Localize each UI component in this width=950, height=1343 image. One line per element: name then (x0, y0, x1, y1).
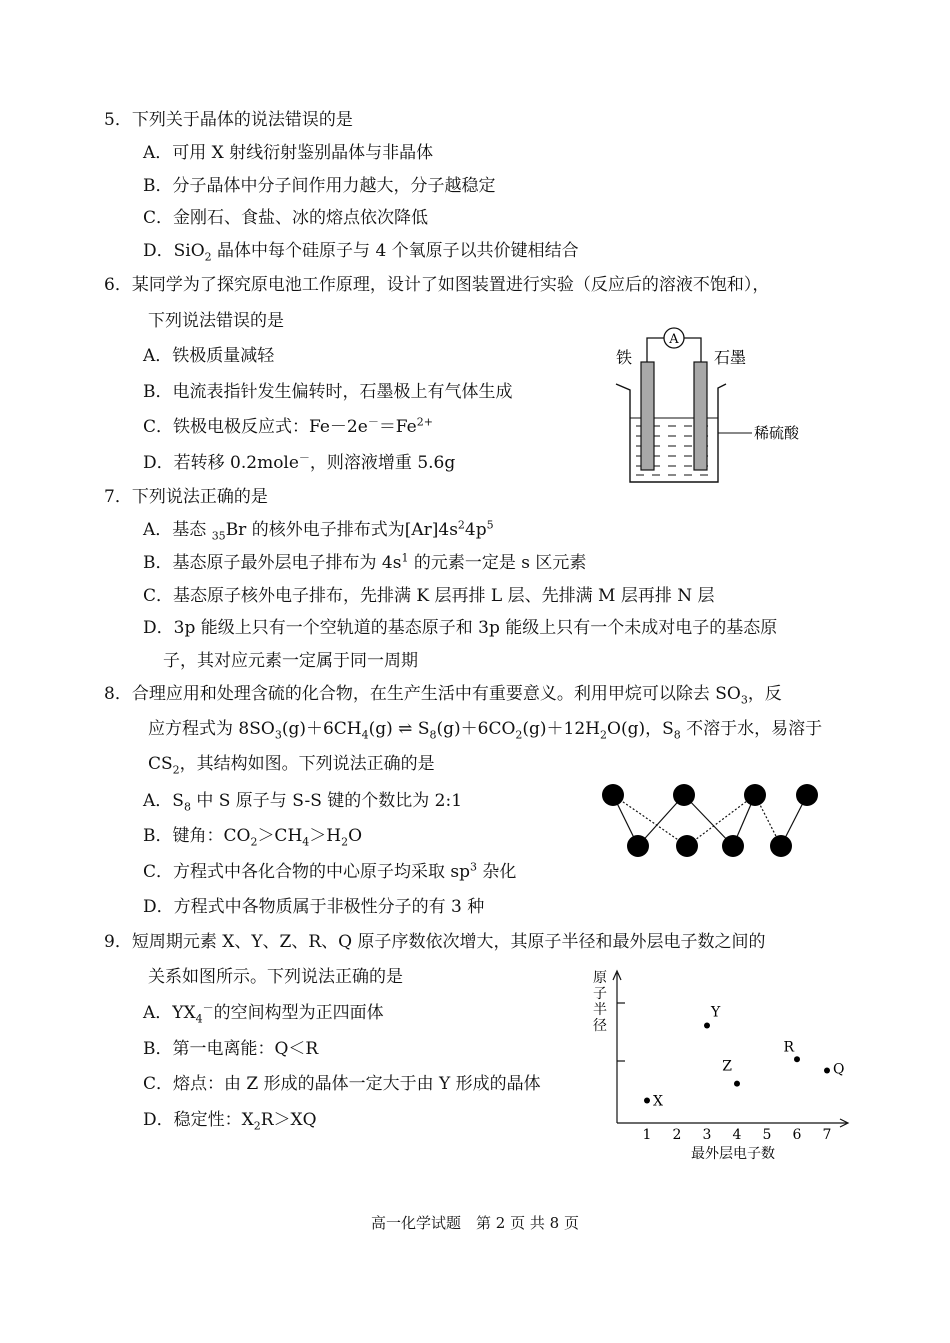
q8-option-d: D．方程式中各物质属于非极性分子的有 3 种 (143, 897, 485, 917)
sulfur-atom (602, 784, 624, 806)
q8-option-a: A．$S_8$ 中 S 原子与 S-S 键的个数比为 2:1 (143, 791, 463, 814)
q7-option-d-line2: 子，其对应元素一定属于同一周期 (163, 651, 418, 671)
data-point-label: Y (711, 1004, 721, 1021)
data-point-x (644, 1098, 650, 1104)
s8-structure-figure (598, 780, 828, 865)
wire (684, 338, 701, 365)
graphite-label: 石墨 (714, 348, 747, 367)
q5-option-c: C．金刚石、食盐、冰的熔点依次降低 (143, 208, 429, 228)
q5-option-a: A．可用 X 射线衍射鉴别晶体与非晶体 (143, 143, 434, 163)
x-tick-label: 1 (642, 1127, 652, 1143)
q5-option-d: D．SiO$_2$ 晶体中每个硅原子与 4 个氧原子以共价键相结合 (143, 241, 579, 264)
x-tick-label: 2 (672, 1127, 682, 1143)
q6-option-c: C．铁极电极反应式：$Fe-2e^-=Fe^{2+}$ (143, 415, 433, 437)
q7-option-c: C．基态原子核外电子排布，先排满 K 层再排 L 层、先排满 M 层再排 N 层 (143, 586, 715, 606)
x-tick-label: 6 (792, 1127, 802, 1143)
x-tick-label: 3 (702, 1127, 712, 1143)
solution-label: 稀硫酸 (754, 424, 800, 442)
galvanic-cell-figure (600, 320, 830, 490)
q9-stem-line2: 关系如图所示。下列说法正确的是 (148, 967, 403, 987)
sulfur-atom (676, 835, 698, 857)
data-point-label: X (653, 1093, 663, 1110)
q9-option-d: D．稳定性：$X_2R>XQ$ (143, 1110, 317, 1133)
equilibrium-arrow: ⇌ (398, 719, 413, 739)
q6-option-d: D．若转移 0.2mole－，则溶液增重 5.6g (143, 451, 456, 473)
beaker (616, 384, 726, 482)
ammeter-label: A (669, 332, 679, 347)
sulfur-atom (722, 835, 744, 857)
q9-stem-line1: 9．短周期元素 X、Y、Z、R、Q 原子序数依次增大，其原子半径和最外层电子数之间的 (104, 932, 766, 952)
data-point-z (734, 1081, 740, 1087)
data-point-label: R (783, 1039, 794, 1056)
q8-option-b: B．键角：$CO_2>CH_4>H_2O$ (143, 826, 363, 849)
q7-option-a: A．基态 $_{35}$Br 的核外电子排布式为$[Ar]4s^24p^5$ (143, 518, 494, 543)
q5-option-b: B．分子晶体中分子间作用力越大，分子越稳定 (143, 176, 496, 196)
q8-stem-line3: $CS_2$，其结构如图。下列说法正确的是 (148, 754, 435, 777)
y-axis-label: 原子半径 (593, 970, 607, 1034)
q6-option-a: A．铁极质量减轻 (143, 346, 275, 366)
sulfur-atom (744, 784, 766, 806)
x-tick-label: 5 (762, 1127, 772, 1143)
sulfur-atom (627, 835, 649, 857)
q7-option-b: B．基态原子最外层电子排布为 $4s^1$ 的元素一定是 s 区元素 (143, 551, 587, 573)
radius-vs-valence-chart (585, 965, 860, 1165)
data-point-label: Q (833, 1061, 845, 1078)
sulfur-atom (770, 835, 792, 857)
q6-stem-line1: 6．某同学为了探究原电池工作原理，设计了如图装置进行实验（反应后的溶液不饱和）， (104, 275, 770, 295)
wire (647, 338, 664, 365)
q7-stem: 7．下列说法正确的是 (104, 487, 268, 507)
q8-equation-line: 应方程式为 $8SO_3(g)+6CH_4(g)$ ⇌ $S_8(g)+6CO_2(g)+12H_2O(g)$，$S_8$ 不溶于水，易溶于 (148, 719, 823, 742)
data-point-q (824, 1068, 830, 1074)
x-tick-label: 4 (732, 1127, 742, 1143)
x-tick-label: 7 (822, 1127, 832, 1143)
iron-electrode (641, 362, 654, 470)
q9-option-b: B．第一电离能：Q＜R (143, 1039, 319, 1059)
page-footer: 高一化学试题 第 2 页 共 8 页 (371, 1214, 579, 1232)
data-point-y (704, 1023, 710, 1029)
graphite-electrode (694, 362, 707, 470)
sulfur-atom (796, 784, 818, 806)
sulfur-atom (673, 784, 695, 806)
q5-stem: 5．下列关于晶体的说法错误的是 (104, 110, 353, 130)
q7-option-d-line1: D．3p 能级上只有一个空轨道的基态原子和 3p 能级上只有一个未成对电子的基态原 (143, 618, 778, 638)
q8-stem-line1: 8．合理应用和处理含硫的化合物，在生产生活中有重要意义。利用甲烷可以除去 $SO_3$，反 (104, 684, 782, 707)
data-point-r (794, 1056, 800, 1062)
q6-option-b: B．电流表指针发生偏转时，石墨极上有气体生成 (143, 382, 513, 402)
q9-option-c: C．熔点：由 Z 形成的晶体一定大于由 Y 形成的晶体 (143, 1074, 541, 1094)
q8-option-c: C．方程式中各化合物的中心原子均采取 $sp^3$ 杂化 (143, 860, 517, 882)
data-point-label: Z (722, 1058, 732, 1075)
q9-option-a: A．$YX_4^-$的空间构型为正四面体 (143, 1001, 384, 1026)
iron-label: 铁 (616, 348, 633, 367)
x-axis-label: 最外层电子数 (691, 1146, 775, 1162)
q6-stem-line2: 下列说法错误的是 (148, 311, 284, 331)
